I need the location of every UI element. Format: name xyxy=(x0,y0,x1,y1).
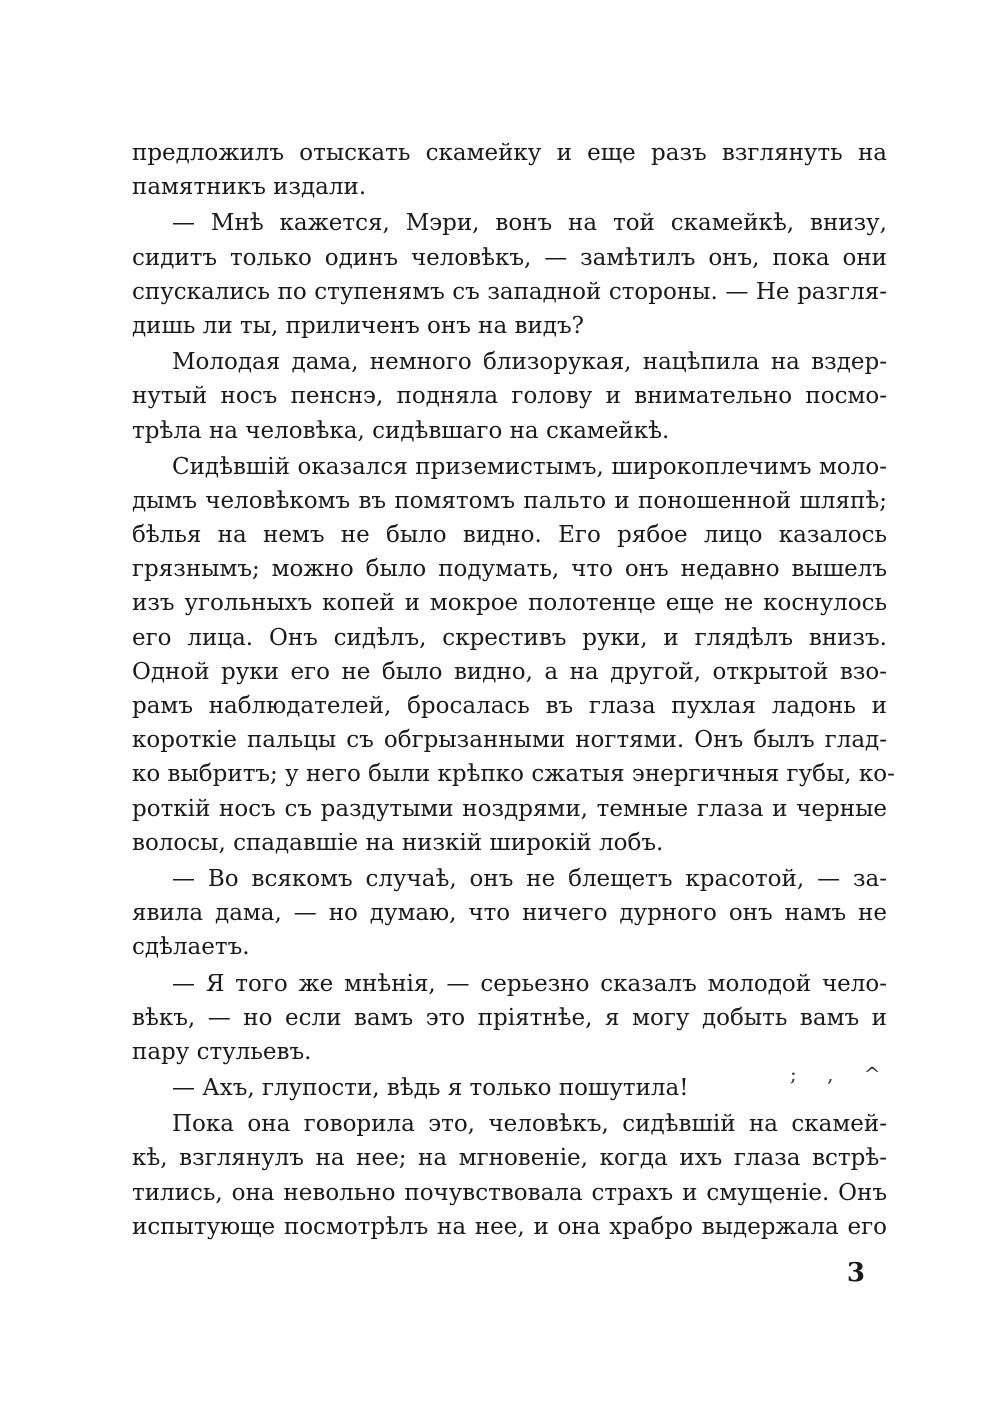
text-line: его лица. Онъ сидѣлъ, скрестивъ руки, и глядѣлъ внизъ. xyxy=(132,624,887,651)
text-line: короткіе пальцы съ обгрызанными ногтями. Онъ былъ глад- xyxy=(132,727,887,754)
text-line: — Ахъ, глупости, вѣдь я только пошутила! xyxy=(172,1075,689,1102)
stray-ink-marks: ; , ^ xyxy=(790,1062,893,1086)
text-line: испытующе посмотрѣлъ на нее, и она храбро выдержала его xyxy=(132,1213,887,1240)
paragraph xyxy=(132,345,887,448)
text-line: трѣла на человѣка, сидѣвшаго на скамейкѣ. xyxy=(132,417,670,444)
page-number: 3 xyxy=(846,1258,865,1288)
paragraph xyxy=(132,862,887,965)
text-line: — Во всякомъ случаѣ, онъ не блещетъ красотой, — за- xyxy=(172,865,887,892)
text-line: дымъ человѣкомъ въ помятомъ пальто и поношенной шляпѣ; xyxy=(132,487,887,514)
text-line: спускались по ступенямъ съ западной стороны. — Не разгля- xyxy=(132,278,887,305)
paragraph xyxy=(132,206,887,343)
text-line: — Я того же мнѣнія, — серьезно сказалъ молодой чело- xyxy=(172,970,887,997)
text-line: роткій носъ съ раздутыми ноздрями, темные глаза и черные xyxy=(132,795,887,822)
text-line: предложилъ отыскать скамейку и еще разъ взглянуть на xyxy=(132,140,887,166)
body-text xyxy=(132,136,895,1244)
text-line: изъ угольныхъ копей и мокрое полотенце еще не коснулось xyxy=(132,590,887,617)
text-line: Сидѣвшій оказался приземистымъ, широкоплечимъ моло- xyxy=(172,453,887,480)
text-line: явила дама, — но думаю, что ничего дурного онъ намъ не xyxy=(132,900,887,927)
paragraph xyxy=(132,450,895,860)
text-line: тились, она невольно почувствовала страхъ и смущеніе. Онъ xyxy=(132,1179,887,1206)
text-line: кѣ, взглянулъ на нее; на мгновеніе, когда ихъ глаза встрѣ- xyxy=(132,1145,887,1172)
paragraph xyxy=(132,967,887,1070)
text-line: бѣлья на немъ не было видно. Его рябое лицо казалось xyxy=(132,522,887,549)
text-line: сидитъ только одинъ человѣкъ, — замѣтилъ онъ, пока они xyxy=(132,244,887,271)
text-line: грязнымъ; можно было подумать, что онъ недавно вышелъ xyxy=(132,556,887,583)
text-line: — Мнѣ кажется, Мэри, вонъ на той скамейкѣ, внизу, xyxy=(172,210,887,237)
text-line: пару стульевъ. xyxy=(132,1038,312,1065)
text-line: ко выбритъ; у него были крѣпко сжатыя энергичныя губы, ко- xyxy=(132,761,895,788)
text-line: памятникъ издали. xyxy=(132,174,367,201)
paragraph xyxy=(132,136,887,204)
text-line: дишь ли ты, приличенъ онъ на видъ? xyxy=(132,312,584,339)
text-line: волосы, спадавшіе на низкій широкій лобъ. xyxy=(132,829,664,856)
text-line: Одной руки его не было видно, а на другой, открытой взо- xyxy=(132,658,887,685)
text-line: сдѣлаетъ. xyxy=(132,934,250,961)
text-line: рамъ наблюдателей, бросалась въ глаза пухлая ладонь и xyxy=(132,693,887,719)
text-line: вѣкъ, — но если вамъ это пріятнѣе, я могу добыть вамъ и xyxy=(132,1004,887,1031)
text-line: Молодая дама, немного близорукая, нацѣпила на вздер- xyxy=(172,349,887,376)
text-line: Пока она говорила это, человѣкъ, сидѣвшій на скамей- xyxy=(172,1111,887,1138)
paragraph xyxy=(132,1107,887,1244)
paragraph xyxy=(132,1071,887,1105)
text-line: нутый носъ пенснэ, подняла голову и внимательно посмо- xyxy=(132,383,887,410)
